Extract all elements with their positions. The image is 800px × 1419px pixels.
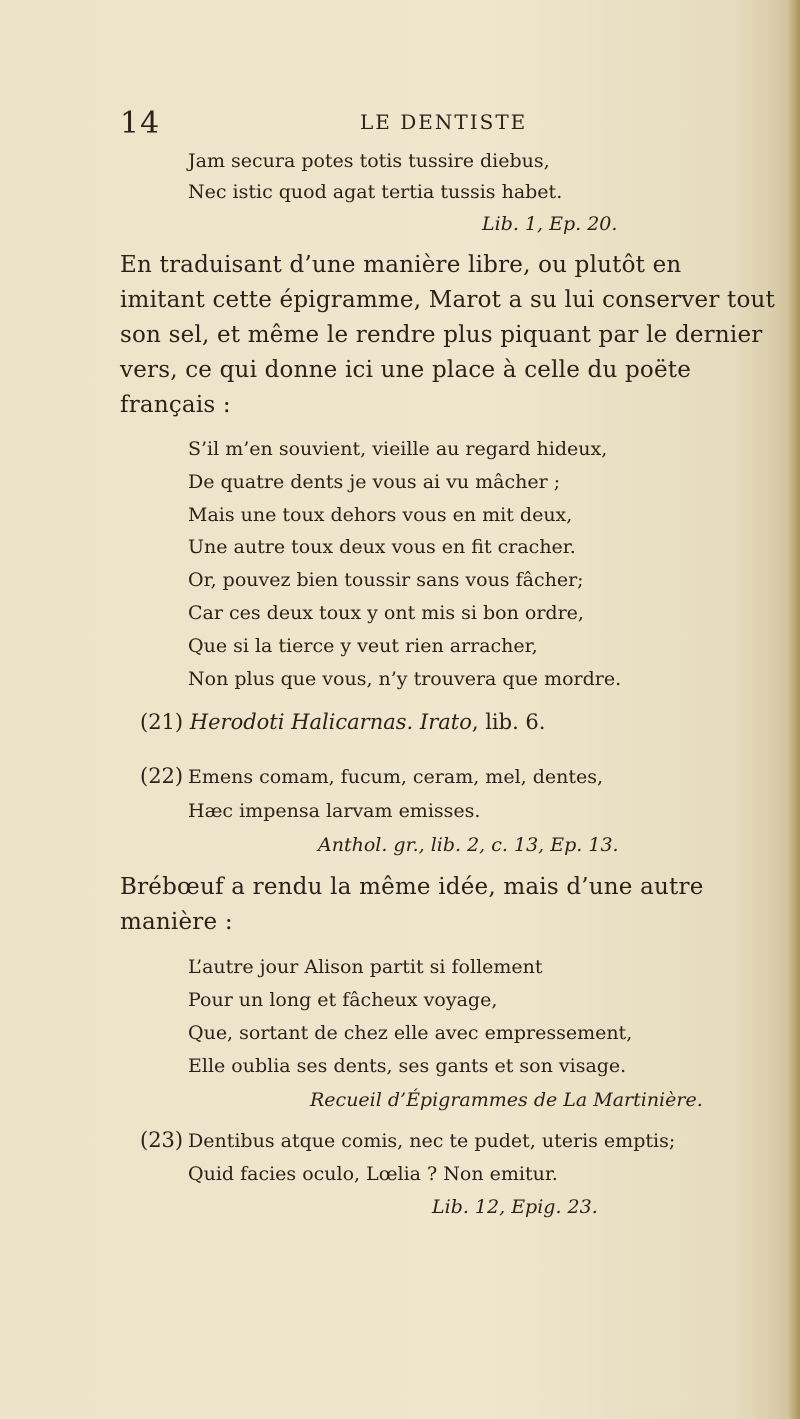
citation: Lib. 12, Epig. 23. [432, 1196, 598, 1218]
poem-line: S’il m’en souvient, vieille au regard hideux, [188, 438, 608, 460]
paragraph-line: imitant cette épigramme, Marot a su lui conserver tout [120, 287, 775, 313]
paragraph-line: Brébœuf a rendu la même idée, mais d’une autre [120, 874, 704, 900]
running-title: LE DENTISTE [360, 110, 528, 134]
citation: Lib. 1, Ep. 20. [482, 213, 618, 235]
citation: Recueil d’Épigrammes de La Martinière. [310, 1089, 703, 1111]
note-reference: , lib. 6. [471, 710, 546, 734]
note-title: Herodoti Halicarnas. Irato [189, 710, 472, 734]
latin-verse-line: Dentibus atque comis, nec te pudet, uteris emptis; [188, 1130, 676, 1152]
page-header [120, 104, 680, 144]
poem-line: Non plus que vous, n’y trouvera que mordre. [188, 668, 622, 690]
latin-verse-line: Quid facies oculo, Lœlia ? Non emitur. [188, 1163, 558, 1185]
latin-verse-line: Nec istic quod agat tertia tussis habet. [188, 181, 563, 203]
page-edge [786, 0, 800, 1419]
poem-line: Mais une toux dehors vous en mit deux, [188, 504, 573, 526]
paragraph-line: vers, ce qui donne ici une place à celle du poëte [120, 357, 692, 383]
poem-line: Une autre toux deux vous en fit cracher. [188, 536, 576, 558]
latin-verse-line: Hæc impensa larvam emisses. [188, 800, 481, 822]
latin-verse-line: Emens comam, fucum, ceram, mel, dentes, [188, 766, 604, 788]
note-number: (23) [140, 1128, 184, 1152]
paragraph-line: français : [120, 392, 231, 418]
paragraph-line: En traduisant d’une manière libre, ou plutôt en [120, 252, 682, 278]
poem-line: Que si la tierce y veut rien arracher, [188, 635, 538, 657]
poem-line: L’autre jour Alison partit si follement [188, 956, 543, 978]
paragraph-line: son sel, et même le rendre plus piquant par le dernier [120, 322, 763, 348]
poem-line: Pour un long et fâcheux voyage, [188, 989, 498, 1011]
note-number: (21) [140, 710, 184, 734]
poem-line: Or, pouvez bien toussir sans vous fâcher; [188, 569, 584, 591]
paragraph-line: manière : [120, 909, 233, 935]
footnote-21 [140, 710, 545, 734]
note-number: (22) [140, 764, 184, 788]
poem-line: Car ces deux toux y ont mis si bon ordre, [188, 602, 584, 624]
poem-line: Que, sortant de chez elle avec empressement, [188, 1022, 633, 1044]
latin-verse-line: Jam secura potes totis tussire diebus, [188, 150, 550, 172]
poem-line: De quatre dents je vous ai vu mâcher ; [188, 471, 561, 493]
page-number: 14 [120, 106, 161, 141]
poem-line: Elle oublia ses dents, ses gants et son visage. [188, 1055, 627, 1077]
citation: Anthol. gr., lib. 2, c. 13, Ep. 13. [318, 834, 619, 856]
